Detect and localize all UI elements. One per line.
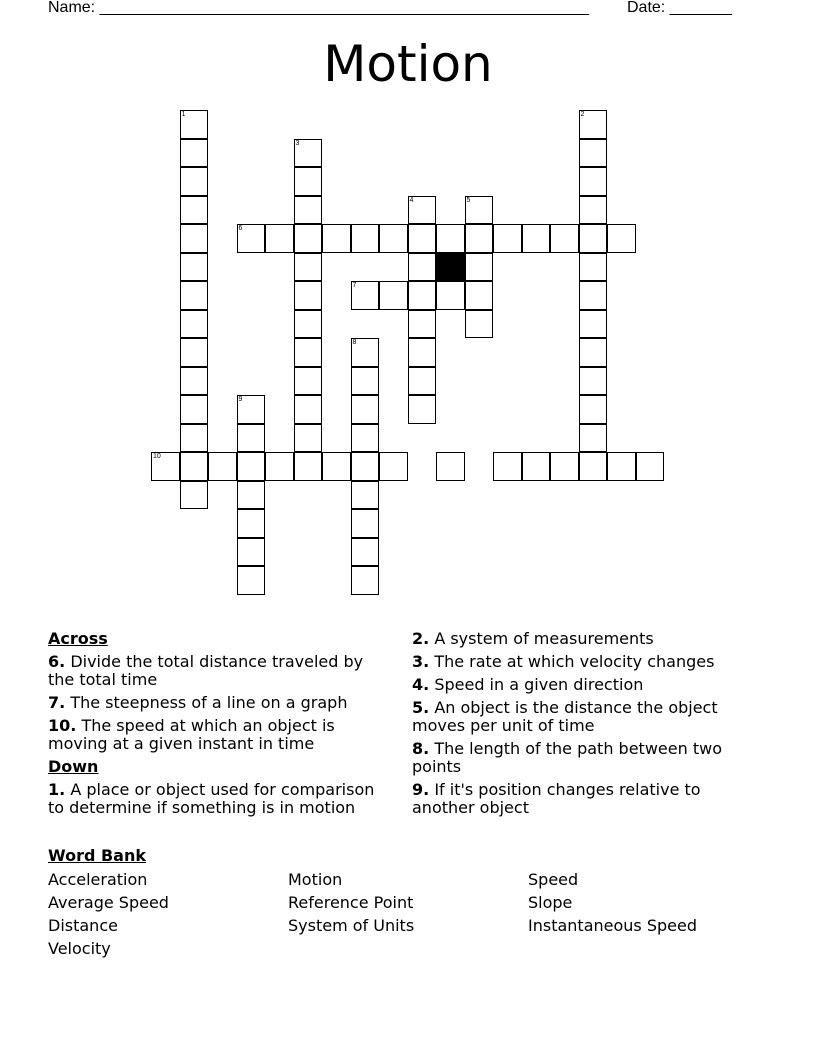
crossword-cell[interactable]	[408, 281, 437, 310]
clue-text: If it's position changes relative to another object	[412, 780, 701, 817]
clue-text: A system of measurements	[434, 629, 654, 648]
crossword-cell[interactable]	[237, 538, 266, 567]
clue-number-label: 1	[181, 111, 186, 118]
word-bank-item: Distance	[48, 916, 118, 935]
clue-down-1	[48, 781, 393, 817]
crossword-cell[interactable]	[180, 310, 209, 339]
clue-down-2	[412, 630, 762, 648]
word-bank-item: Speed	[528, 870, 579, 889]
word-bank-item: System of Units	[288, 916, 415, 935]
crossword-cell[interactable]	[579, 424, 608, 453]
clue-number-label: 8	[352, 339, 357, 346]
crossword-cell[interactable]	[180, 395, 209, 424]
clue-number: 5.	[412, 698, 430, 717]
clue-down-5	[412, 699, 762, 735]
crossword-cell[interactable]	[465, 281, 494, 310]
clue-number-label: 10	[153, 453, 161, 460]
crossword-cell[interactable]	[579, 224, 608, 253]
down-heading: Down	[48, 757, 99, 776]
crossword-cell[interactable]	[237, 424, 266, 453]
clue-number-label: 3	[295, 139, 300, 147]
word-bank-item: Instantaneous Speed	[528, 916, 697, 935]
crossword-cell[interactable]	[579, 367, 608, 396]
crossword-cell[interactable]	[180, 367, 209, 396]
crossword-cell[interactable]	[379, 224, 408, 253]
clue-number: 6.	[48, 652, 66, 671]
crossword-cell[interactable]	[322, 224, 351, 253]
crossword-black-cell	[436, 253, 465, 282]
clue-text: A place or object used for comparison to determine if something is in motion	[48, 780, 375, 817]
crossword-cell[interactable]	[579, 395, 608, 424]
crossword-cell[interactable]	[351, 338, 380, 367]
crossword-cell[interactable]	[579, 253, 608, 282]
crossword-cell[interactable]	[579, 167, 608, 196]
crossword-cell[interactable]	[265, 452, 294, 481]
crossword-cell[interactable]	[493, 452, 522, 481]
crossword-cell[interactable]	[294, 338, 323, 367]
crossword-cell[interactable]	[408, 367, 437, 396]
word-bank-item: Velocity	[48, 939, 111, 958]
crossword-cell[interactable]	[465, 310, 494, 339]
crossword-cell[interactable]	[408, 196, 437, 225]
crossword-cell[interactable]	[294, 310, 323, 339]
crossword-cell[interactable]	[237, 509, 266, 538]
crossword-cell[interactable]	[408, 395, 437, 424]
crossword-cell[interactable]	[180, 196, 209, 225]
crossword-cell[interactable]	[294, 367, 323, 396]
crossword-cell[interactable]	[351, 509, 380, 538]
crossword-cell[interactable]	[636, 452, 665, 481]
clues-right-column	[412, 630, 762, 822]
crossword-cell[interactable]	[465, 224, 494, 253]
crossword-cell[interactable]	[351, 481, 380, 510]
crossword-cell[interactable]	[408, 253, 437, 282]
crossword-cell[interactable]	[579, 338, 608, 367]
clue-text: Speed in a given direction	[434, 675, 644, 694]
crossword-cell[interactable]	[351, 452, 380, 481]
name-field[interactable]: Name: _______________________________________________________	[48, 0, 589, 16]
page-title: Motion	[323, 35, 493, 93]
crossword-cell[interactable]	[180, 481, 209, 510]
crossword-cell[interactable]	[180, 110, 209, 139]
crossword-cell[interactable]	[579, 139, 608, 168]
clue-text: The length of the path between two points	[412, 739, 722, 776]
word-bank-item: Motion	[288, 870, 343, 889]
clue-number: 8.	[412, 739, 430, 758]
crossword-cell[interactable]	[522, 224, 551, 253]
clue-down-8	[412, 740, 762, 776]
crossword-cell[interactable]	[351, 281, 380, 310]
crossword-cell[interactable]	[465, 196, 494, 225]
clue-text: The rate at which velocity changes	[434, 652, 715, 671]
clue-number-label: 6	[238, 225, 243, 232]
clue-number-label: 5	[466, 196, 471, 204]
clue-text: The steepness of a line on a graph	[70, 693, 348, 712]
crossword-cell[interactable]	[408, 224, 437, 253]
crossword-cell[interactable]	[151, 452, 180, 481]
crossword-cell[interactable]	[436, 224, 465, 253]
crossword-cell[interactable]	[294, 452, 323, 481]
across-heading: Across	[48, 629, 108, 648]
crossword-cell[interactable]	[208, 452, 237, 481]
crossword-cell[interactable]	[436, 281, 465, 310]
date-field[interactable]: Date: _______	[627, 0, 732, 16]
crossword-cell[interactable]	[237, 395, 266, 424]
crossword-cell[interactable]	[180, 253, 209, 282]
crossword-cell[interactable]	[294, 253, 323, 282]
crossword-cell[interactable]	[294, 196, 323, 225]
crossword-cell[interactable]	[550, 452, 579, 481]
word-bank-item: Reference Point	[288, 893, 414, 912]
crossword-cell[interactable]	[607, 224, 636, 253]
clue-number-label: 4	[409, 196, 414, 204]
crossword-cell[interactable]	[180, 452, 209, 481]
crossword-cell[interactable]	[180, 167, 209, 196]
crossword-cell[interactable]	[180, 424, 209, 453]
crossword-cell[interactable]	[607, 452, 636, 481]
clue-number-label: 9	[238, 396, 243, 403]
crossword-cell[interactable]	[408, 338, 437, 367]
crossword-cell[interactable]	[294, 281, 323, 310]
word-bank-item: Acceleration	[48, 870, 148, 889]
crossword-cell[interactable]	[550, 224, 579, 253]
crossword-cell[interactable]	[493, 224, 522, 253]
clue-down-3	[412, 653, 762, 671]
crossword-cell[interactable]	[237, 224, 266, 253]
crossword-cell[interactable]	[579, 196, 608, 225]
crossword-cell[interactable]	[294, 139, 323, 168]
crossword-cell[interactable]	[579, 452, 608, 481]
crossword-cell[interactable]	[294, 424, 323, 453]
crossword-cell[interactable]	[237, 481, 266, 510]
clue-number: 4.	[412, 675, 430, 694]
clue-number-label: 2	[580, 111, 585, 118]
clue-number: 10.	[48, 716, 77, 735]
clue-text: Divide the total distance traveled by the total time	[48, 652, 364, 689]
clue-down-4	[412, 676, 762, 694]
crossword-cell[interactable]	[465, 253, 494, 282]
clue-number: 1.	[48, 780, 66, 799]
crossword-cell[interactable]	[436, 452, 465, 481]
crossword-cell[interactable]	[379, 281, 408, 310]
clues-left-column	[48, 630, 393, 822]
crossword-cell[interactable]	[579, 310, 608, 339]
crossword-cell[interactable]	[351, 224, 380, 253]
crossword-cell[interactable]	[351, 538, 380, 567]
crossword-cell[interactable]	[180, 224, 209, 253]
crossword-cell[interactable]	[408, 310, 437, 339]
clue-across-6	[48, 653, 393, 689]
crossword-cell[interactable]	[294, 167, 323, 196]
clue-text: The speed at which an object is moving at a given instant in time	[48, 716, 335, 753]
crossword-cell[interactable]	[322, 452, 351, 481]
crossword-cell[interactable]	[237, 452, 266, 481]
clue-number: 9.	[412, 780, 430, 799]
clue-text: An object is the distance the object moves per unit of time	[412, 698, 718, 735]
crossword-cell[interactable]	[351, 395, 380, 424]
clue-number: 3.	[412, 652, 430, 671]
crossword-cell[interactable]	[351, 367, 380, 396]
clue-number: 2.	[412, 629, 430, 648]
crossword-cell[interactable]	[579, 281, 608, 310]
word-bank-item: Slope	[528, 893, 573, 912]
word-bank-item: Average Speed	[48, 893, 169, 912]
crossword-cell[interactable]	[379, 452, 408, 481]
crossword-cell[interactable]	[265, 224, 294, 253]
crossword-cell[interactable]	[579, 110, 608, 139]
clue-down-9	[412, 781, 762, 817]
clue-across-7	[48, 694, 393, 712]
crossword-cell[interactable]	[294, 395, 323, 424]
crossword-cell[interactable]	[351, 424, 380, 453]
word-bank-heading: Word Bank	[48, 846, 147, 865]
crossword-cell[interactable]	[180, 139, 209, 168]
word-bank	[48, 846, 768, 958]
clue-across-10	[48, 717, 393, 753]
clue-number: 7.	[48, 693, 66, 712]
crossword-cell[interactable]	[294, 224, 323, 253]
crossword-cell[interactable]	[522, 452, 551, 481]
crossword-cell[interactable]	[180, 338, 209, 367]
crossword-cell[interactable]	[180, 281, 209, 310]
clue-number-label: 7	[352, 282, 357, 289]
crossword-cell[interactable]	[351, 566, 380, 595]
crossword-cell[interactable]	[237, 566, 266, 595]
